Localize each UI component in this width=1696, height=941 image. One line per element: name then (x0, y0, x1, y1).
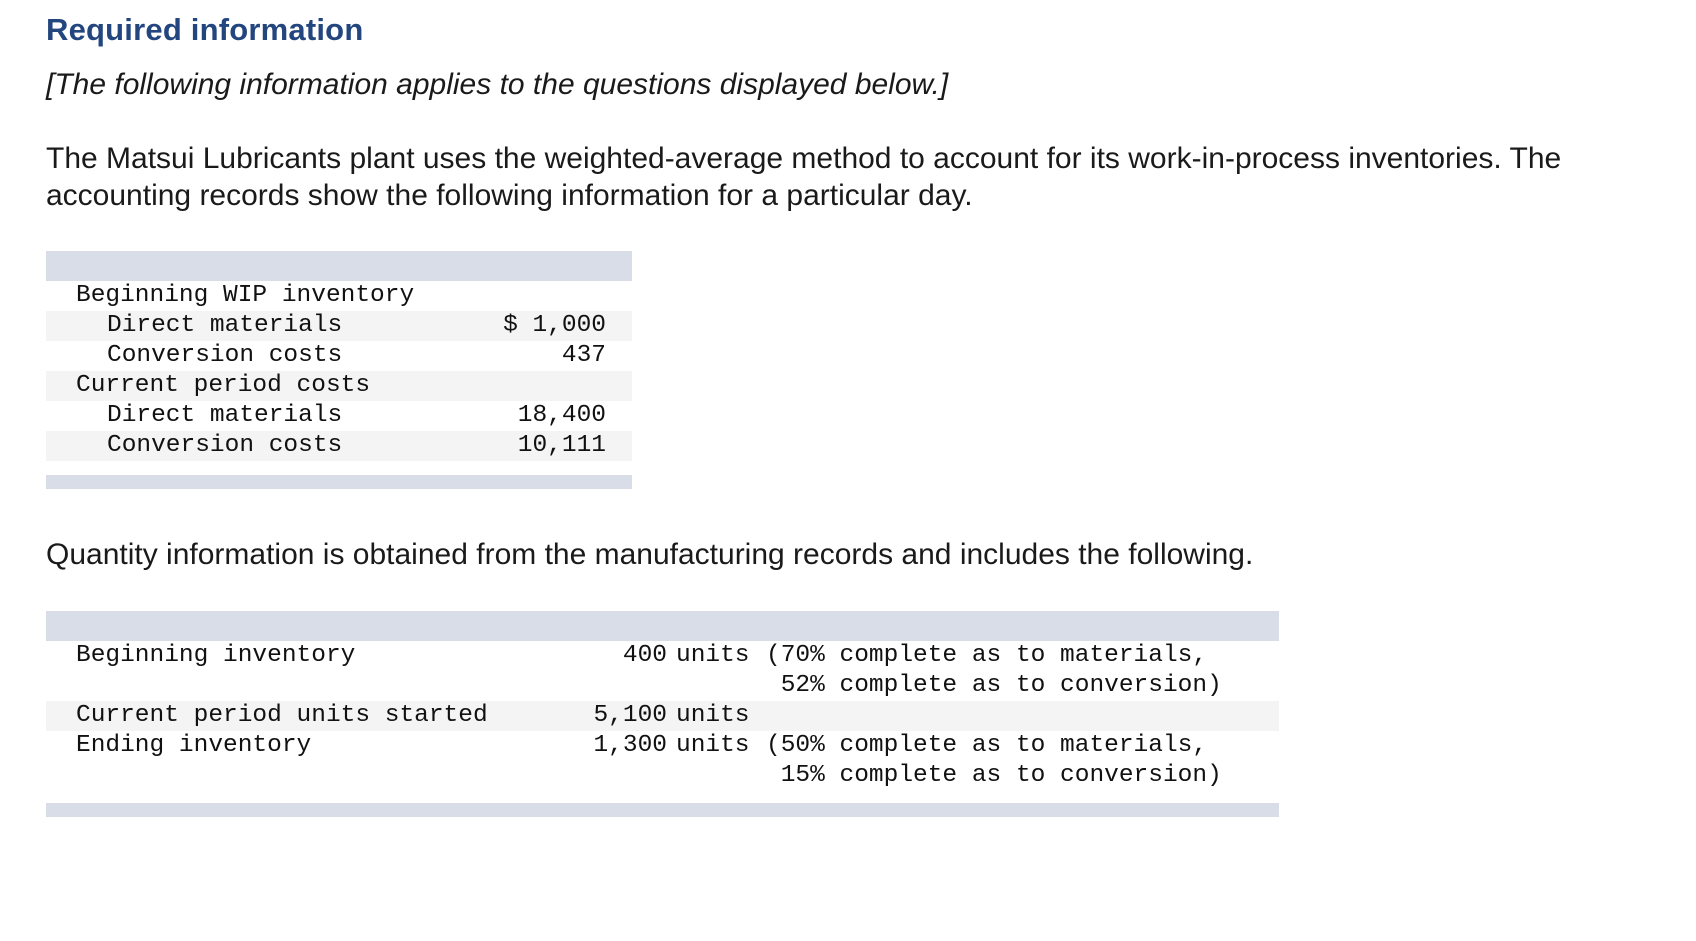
row-label: Conversion costs (107, 432, 343, 459)
cost-table-footer-bar (46, 475, 632, 489)
table-row (46, 371, 632, 401)
row-label: Conversion costs (107, 342, 343, 369)
row-unit: units (676, 732, 750, 759)
quantity-table (46, 611, 1279, 817)
row-note: (70% complete as to materials, (766, 642, 1208, 669)
row-amount: 18,400 (517, 402, 606, 429)
table-row (46, 701, 1279, 731)
intro-note: [The following information applies to the questions displayed below.] (46, 68, 949, 101)
row-label: Direct materials (107, 312, 343, 339)
problem-paragraph: The Matsui Lubricants plant uses the weighted-average method to account for its work-in-process inventories. The accounting records show the following information for a particular day. (46, 142, 1562, 212)
row-quantity: 5,100 (593, 702, 667, 729)
row-label: Ending inventory (76, 732, 312, 759)
quantity-table-footer-bar (46, 803, 1279, 817)
table-row (46, 731, 1279, 761)
row-unit: units (676, 642, 750, 669)
table-row (46, 341, 632, 371)
quantity-table-header-bar (46, 611, 1279, 641)
row-quantity: 1,300 (593, 732, 667, 759)
row-note: (50% complete as to materials, (766, 732, 1208, 759)
row-quantity: 400 (622, 642, 667, 669)
table-row (46, 431, 632, 461)
row-label: Beginning WIP inventory (76, 282, 415, 309)
required-information-heading: Required information (46, 12, 364, 47)
table-row (46, 761, 1279, 791)
row-amount: $ 1,000 (503, 312, 606, 339)
row-label: Current period costs (76, 372, 371, 399)
row-note: 15% complete as to conversion) (766, 762, 1222, 789)
table-row (46, 401, 632, 431)
cost-table-header-bar (46, 251, 632, 281)
row-note: 52% complete as to conversion) (766, 672, 1222, 699)
table-row (46, 671, 1279, 701)
row-label: Beginning inventory (76, 642, 356, 669)
row-amount: 437 (561, 342, 606, 369)
row-amount: 10,111 (517, 432, 606, 459)
table-row (46, 641, 1279, 671)
row-label: Current period units started (76, 702, 488, 729)
table-row (46, 281, 632, 311)
quantity-paragraph: Quantity information is obtained from the manufacturing records and includes the following. (46, 538, 1254, 571)
cost-table (46, 251, 632, 489)
row-label: Direct materials (107, 402, 343, 429)
row-unit: units (676, 702, 750, 729)
table-row (46, 311, 632, 341)
